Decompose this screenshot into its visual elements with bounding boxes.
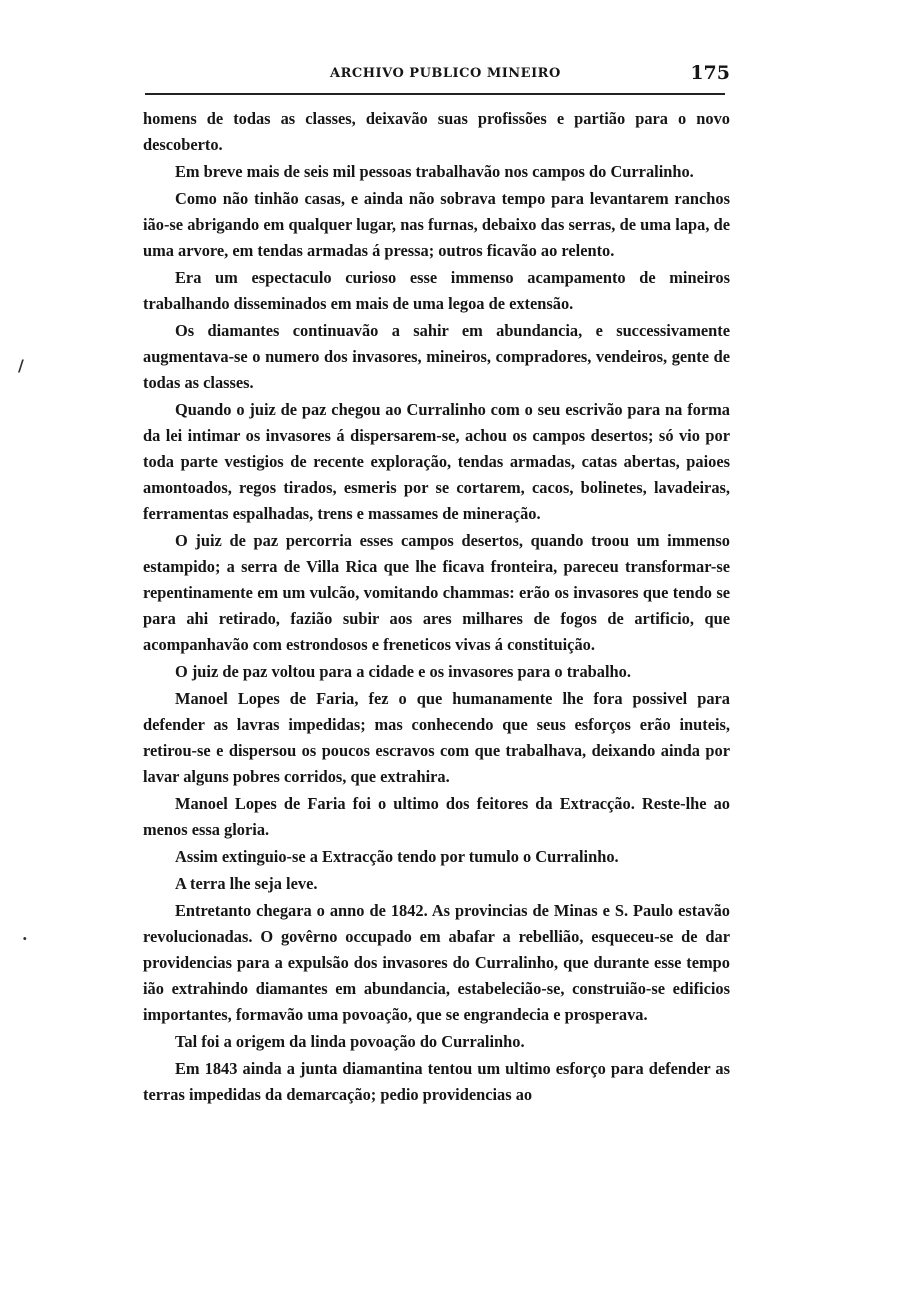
paragraph: Em breve mais de seis mil pessoas trabalhavão nos campos do Curralinho. bbox=[175, 162, 694, 181]
paragraph: O juiz de paz percorria esses campos desertos, quando troou um immenso estampido; a serra de Villa Rica que lhe ficava fronteira, pareceu transformar-se repentinamente em um vulcão, vomitando chammas: erão os invasores que tendo se para ahi retirado, fazião subir aos ares milhares de fogos de artificio, que acompanhavão com estrondosos e freneticos vivas á constituição. bbox=[143, 531, 730, 654]
paragraph: Assim extinguio-se a Extracção tendo por tumulo o Curralinho. bbox=[175, 847, 619, 866]
paragraph: Quando o juiz de paz chegou ao Curralinho com o seu escrivão para na forma da lei intimar os invasores á dispersarem-se, achou os campos desertos; só vio por toda parte vestigios de recente exploração, tendas armadas, catas abertas, paioes amontoados, regos tirados, esmeris por se cortarem, cacos, bolinetes, lavadeiras, ferramentas espalhadas, trens e massames de mineração. bbox=[143, 400, 730, 523]
header-rule bbox=[145, 93, 725, 95]
page-header bbox=[145, 60, 730, 90]
paragraph: Os diamantes continuavão a sahir em abundancia, e successivamente augmentava-se o numero dos invasores, mineiros, compradores, vendeiros, gente de todas as classes. bbox=[143, 321, 730, 392]
paragraph: Manoel Lopes de Faria, fez o que humanamente lhe fora possivel para defender as lavras impedidas; mas conhecendo que seus esforços erão inuteis, retirou-se e dispersou os poucos escravos com que trabalhava, deixando ainda por lavar alguns pobres corridos, que extrahira. bbox=[143, 689, 730, 786]
paragraph: O juiz de paz voltou para a cidade e os invasores para o trabalho. bbox=[175, 662, 631, 681]
paragraph: Tal foi a origem da linda povoação do Curralinho. bbox=[175, 1032, 525, 1051]
paragraph: Em 1843 ainda a junta diamantina tentou um ultimo esforço para defender as terras impedidas da demarcação; pedio providencias ao bbox=[143, 1059, 730, 1104]
running-title: ARCHIVO PUBLICO MINEIRO bbox=[330, 66, 561, 81]
paragraph: Como não tinhão casas, e ainda não sobrava tempo para levantarem ranchos ião-se abrigando em qualquer lugar, nas furnas, debaixo das serras, de uma lapa, de uma arvore, em tendas armadas á pressa; outros ficavão ao relento. bbox=[143, 189, 730, 260]
paragraph: Era um espectaculo curioso esse immenso acampamento de mineiros trabalhando disseminados em mais de uma legoa de extensão. bbox=[143, 268, 730, 313]
body-text bbox=[143, 106, 730, 1109]
margin-mark: . bbox=[22, 925, 28, 944]
paragraph: Manoel Lopes de Faria foi o ultimo dos feitores da Extracção. Reste-lhe ao menos essa gloria. bbox=[143, 794, 730, 839]
paragraph: homens de todas as classes, deixavão suas profissões e partião para o novo descoberto. bbox=[143, 109, 730, 154]
margin-mark: / bbox=[18, 356, 24, 375]
paragraph: A terra lhe seja leve. bbox=[175, 874, 318, 893]
paragraph: Entretanto chegara o anno de 1842. As provincias de Minas e S. Paulo estavão revolucionadas. O govêrno occupado em abafar a rebellião, esqueceu-se de dar providencias para a expulsão dos invasores do Curralinho, que durante esse tempo ião extrahindo diamantes em abundancia, estabelecião-se, construião-se edificios importantes, formavão uma povoação, que se engrandecia e prosperava. bbox=[143, 901, 730, 1024]
page-number: 175 bbox=[690, 62, 730, 84]
